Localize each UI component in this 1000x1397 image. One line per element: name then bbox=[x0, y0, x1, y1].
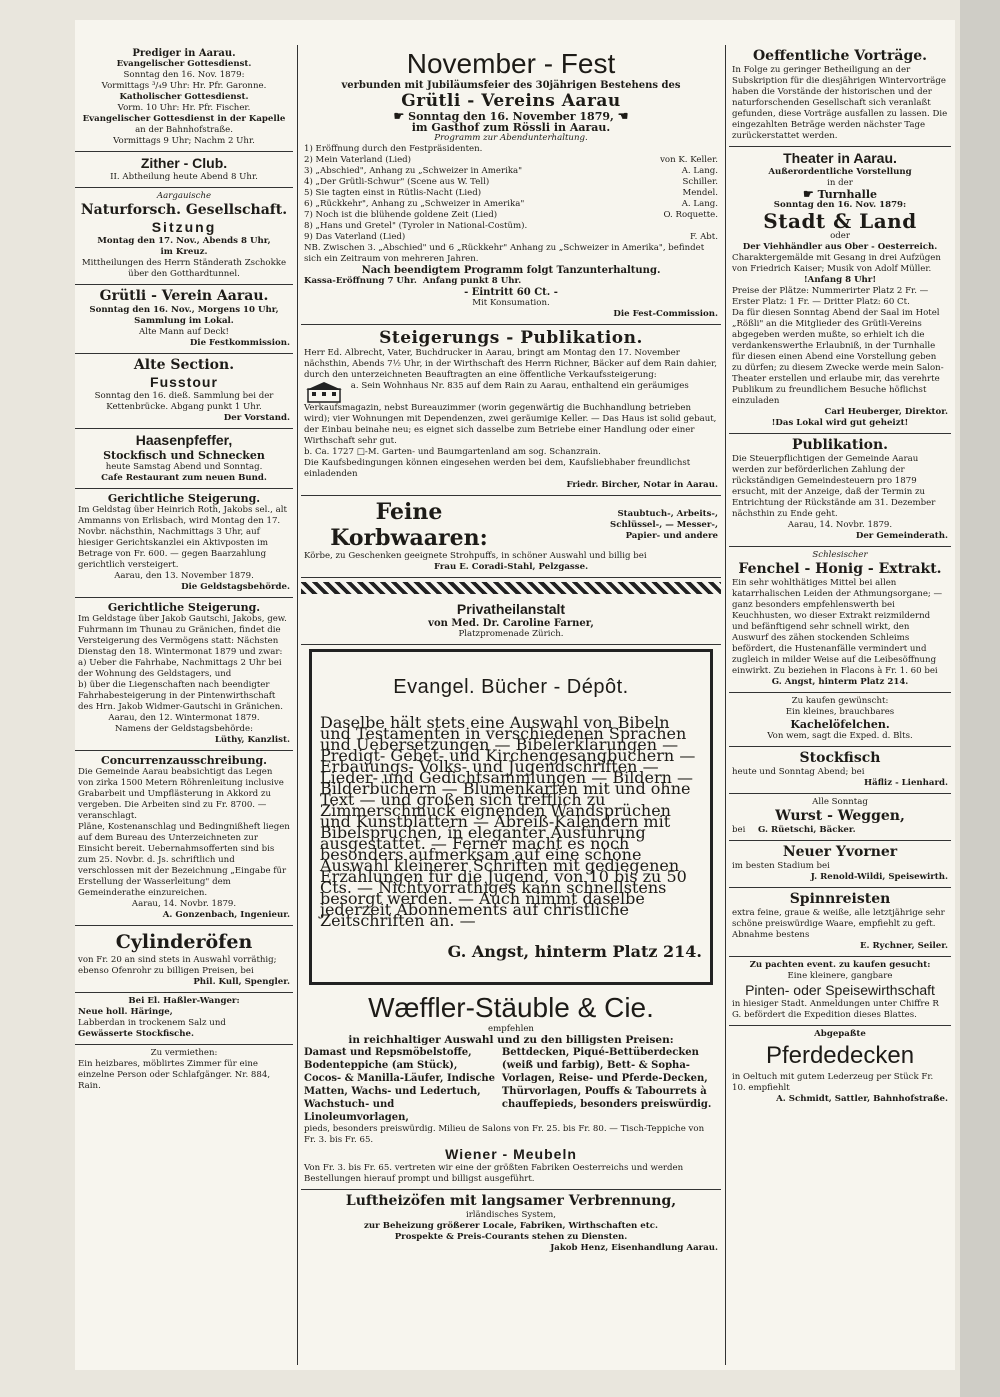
column-right bbox=[729, 45, 951, 1109]
programme-item bbox=[304, 210, 718, 221]
ad-cylinderoefen: Cylinderöfen von Fr. 20 an sind stets in Auswahl vorräthig; ebenso Ofenrohr zu billigen Preisen, bei Phil. Kull, Spengler. bbox=[75, 926, 293, 993]
programme-item-title: 5) Sie tagten einst in Rütlis-Nacht (Lied) bbox=[304, 188, 482, 198]
ad-vortraege: Oeffentliche Vorträge. In Folge zu geringer Betheiligung an der Subskription für die diesjährigen Wintervorträge haben die Vorstände der historischen und der naturforschenden Gesellschaft sich veranlaßt gefunden, diese Vorträge ausfallen zu lassen. Die eingezahlten Beträge werden nächster Tage zurückerstattet werden. bbox=[729, 45, 951, 147]
programme-item bbox=[304, 199, 718, 210]
ad-zu-kaufen: Zu kaufen gewünscht: Ein kleines, brauchbares Kachelöfelchen. Von wem, sagt die Exped. d. Blts. bbox=[729, 693, 951, 747]
programme-item-title: 4) „Der Grütli-Schwur" (Scene aus W. Tell) bbox=[304, 177, 490, 187]
programme-item bbox=[304, 144, 718, 155]
newspaper-page bbox=[75, 20, 955, 1370]
ad-naturforsch: Aargauische Naturforsch. Gesellschaft. Sitzung Montag den 17. Nov., Abends 8 Uhr, im Kreuz. Mittheilungen des Herrn Ständerath Zschokke über den Gotthardtunnel. bbox=[75, 188, 293, 285]
ad-concurrenz: Concurrenzausschreibung. Die Gemeinde Aarau beabsichtigt das Legen von zirka 1500 Metern Röhrenleitung inclusive Grabarbeit und Umpflästerung in Akkord zu vergeben. Die Arbeiten sind zu Fr. 8700. — veranschlagt. Pläne, Kostenanschlag und Bedingnißheft liegen auf dem Bureau des Unterzeichneten zur Einsicht bereit. Uebernahmsofferten sind bis zum 25. Novbr. d. Js. schriftlich und verschlossen mit der Bezeichnung „Eingabe für Erstellung der Wasserleitung" dem Gemeinderathe einzureichen. Aarau, 14. Novbr. 1879. A. Gonzenbach, Ingenieur. bbox=[75, 751, 293, 926]
ad-pinten: Zu pachten event. zu kaufen gesucht: Eine kleinere, gangbare Pinten- oder Speisewirthschaft in hiesiger Stadt. Anmeldungen unter Chiffre R G. befördert die Expedition dieses Blattes. bbox=[729, 957, 951, 1026]
column-middle bbox=[301, 45, 721, 1258]
ad-korbwaaren: Feine Korbwaaren: Staubtuch-, Arbeits-, Schlüssel-, — Messer-, Papier- und andere Körbe, zu Geschenken geeignete Strohpuffs, in schöner Auswahl und billig bei Frau E. Coradi-Stahl, Pelzgasse. bbox=[301, 496, 721, 578]
decorative-border bbox=[301, 582, 721, 594]
ad-yvorner: Neuer Yvorner im besten Stadium bei J. Renold-Wildi, Speisewirth. bbox=[729, 841, 951, 888]
ad-stockfisch: Stockfisch heute und Sonntag Abend; bei Häfliz - Lienhard. bbox=[729, 747, 951, 794]
programme-item-author: von K. Keller. bbox=[660, 155, 718, 165]
column-rule bbox=[725, 45, 726, 1365]
ad-publikation: Publikation. Die Steuerpflichtigen der Gemeinde Aarau werden zur beförderlichen Zahlung der rückständigen Gemeindesteuern pro 1879 ersucht, mit der Anzeige, daß der Termin zu Entrichtung der Rückstände am 31. Dezember nächsthin zu Ende geht. Aarau, 14. Novbr. 1879. Der Gemeinderath. bbox=[729, 434, 951, 547]
programme-item bbox=[304, 166, 718, 177]
programme-item-title: 7) Noch ist die blühende goldene Zeit (Lied) bbox=[304, 210, 498, 220]
ad-hassler: Bei El. Haßler-Wanger: Neue holl. Häringe, Labberdan in trockenem Salz und Gewässerte Stockfische. bbox=[75, 993, 293, 1045]
programme-item-author: F. Abt. bbox=[690, 232, 718, 242]
programme-item-title: 1) Eröffnung durch den Festpräsidenten. bbox=[304, 144, 483, 154]
ad-zither: Zither - Club. II. Abtheilung heute Abend 8 Uhr. bbox=[75, 152, 293, 188]
ad-wurst-weggen: Alle Sonntag Wurst - Weggen, bei G. Rüetschi, Bäcker. bbox=[729, 794, 951, 841]
ad-steigerung-gautschi: Gerichtliche Steigerung. Im Geldstage über Jakob Gautschi, Jakobs, gew. Fuhrmann im Thunau zu Gränichen, findet die Versteigerung des Vermögens statt: Nächsten Dienstag den 18. Wintermonat 1879 und zwar: a) Ueber die Fahrhabe, Nachmittags 2 Uhr bei der Wohnung des Geldstagers, und b) über die Liegenschaften nach beendigter Fahrhabesteigerung in der Pintenwirthschaft des Hrn. Jakob Widmer-Gautschi in Gränichen. Aarau, den 12. Wintermonat 1879. Namens der Geldstagsbehörde: Lüthy, Kanzlist. bbox=[75, 598, 293, 751]
scan-margin bbox=[960, 0, 1000, 1397]
ad-luftheizoefen: Luftheizöfen mit langsamer Verbrennung, irländisches System, zur Beheizung größerer Locale, Fabriken, Wirthschaften etc. Prospekte & Preis-Courants stehen zu Diensten. Jakob Henz, Eisenhandlung Aarau. bbox=[345, 1193, 718, 1253]
house-icon bbox=[304, 381, 344, 403]
programme-item-author: O. Roquette. bbox=[663, 210, 718, 220]
programme-list bbox=[304, 144, 718, 243]
programme-item bbox=[304, 232, 718, 243]
programme-item bbox=[304, 155, 718, 166]
ad-alte-section: Alte Section. Fusstour Sonntag den 16. dieß. Sammlung bei der Kettenbrücke. Abgang punkt 1 Uhr. Der Vorstand. bbox=[75, 354, 293, 429]
ad-vermiethen: Zu vermiethen: Ein heizbares, möblirtes Zimmer für eine einzelne Person oder Schlafgänger. Nr. 884, Rain. bbox=[78, 1048, 271, 1091]
ad-steigerungs-publikation: Steigerungs - Publikation. Herr Ed. Albrecht, Vater, Buchdrucker in Aarau, bringt am Montag den 17. November nächsthin, Abends 7½ Uhr, in der Wirthschaft des Herrn Richner, Bäcker auf dem Rain dahier, durch den unterzeichneten Beauftragten an eine öffentliche Verkaufssteigerung: a. Sein Wohnhaus Nr. 835 auf dem Rain zu Aarau, enthaltend ein geräumiges Verkaufsmagazin, nebst Bureauzimmer (worin gegenwärtig die Buchhandlung betrieben wird); vier Wohnungen mit Dependenzen, zwei geräumige Keller. — Das Haus ist solid gebaut, der Einbau beinahe neu; es eignet sich dasselbe zum Betriebe einer Handlung oder einer Wirthschaft sehr gut. b. Ca. 1727 □-M. Garten- und Baumgartenland am sog. Schanzrain. Die Kaufsbedingungen können eingesehen werden bei dem, Kaufsliebhaber freundlichst einladenden Friedr. Bircher, Notar in Aarau. bbox=[301, 325, 721, 496]
ad-november-fest: November - Fest verbunden mit Jubiläumsfeier des 30jährigen Bestehens des Grütli - Vereins Aarau ☛ Sonntag den 16. November 1879, ☚ im Gasthof zum Rössli in Aarau. Programm zur Abendunterhaltung. 1) Eröffnung durch den Festpräsidenten. 2) Mein Vaterland (Lied) von K. Keller. 3) „Abschied", Anhang zu „Schweizer in Amerika" A. Lang. 4) „Der Grütli-Schwur" (Scene aus W. Tell) Schiller. 5) Sie tagten einst in Rütlis-Nacht (Lied) Mendel. 6) „Rückkehr", Anhang zu „Schweizer in Amerika" A. Lang. 7) Noch ist die blühende goldene Zeit (Lied) O. Roquette. 8) „Hans und Gretel" (Tyroler in National-Costüm). 9) Das Vaterland (Lied) F. Abt. NB. Zwischen 3. „Abschied" und 6 „Rückkehr" Anhang zu „Schweizer in Amerika", befindet sich ein Zeitraum von mehreren Jahren. Nach beendigtem Programm folgt Tanzunterhaltung. Kassa-Eröffnung 7 Uhr. Anfang punkt 8 Uhr. - Eintritt 60 Ct. - Mit Konsumation. Die Fest-Commission. bbox=[301, 45, 721, 325]
pointing-hand-icon: ☛ bbox=[393, 109, 405, 123]
programme-item-author: Mendel. bbox=[682, 188, 718, 198]
ad-haasenpfeffer: Haasenpfeffer, Stockfisch und Schnecken heute Samstag Abend und Sonntag. Cafe Restaurant zum neuen Bund. bbox=[75, 429, 293, 489]
programme-item-author: Schiller. bbox=[682, 177, 718, 187]
ad-prediger: Prediger in Aarau. Evangelischer Gottesdienst. Sonntag den 16. Nov. 1879: Vormittags ³/₄9 Uhr: Hr. Pfr. Garonne. Katholischer Gottesdienst. Vorm. 10 Uhr: Hr. Pfr. Fischer. Evangelischer Gottesdienst in der Kapelle an der Bahnhofstraße. Vormittags 9 Uhr; Nachm 2 Uhr. bbox=[75, 45, 293, 152]
column-left bbox=[75, 45, 293, 1096]
programme-item-title: 9) Das Vaterland (Lied) bbox=[304, 232, 406, 242]
ad-steigerung-roth: Gerichtliche Steigerung. Im Geldstag über Heinrich Roth, Jakobs sel., alt Ammanns von Erlisbach, wird Montag den 17. Novbr. nächsthin, Nachmittags 3 Uhr, auf hiesiger Gerichtskanzlei ein Aktivposten im Betrage von Fr. 600. — gegen Baarzahlung gerichtlich versteigert. Aarau, den 13. November 1879. Die Geldstagsbehörde. bbox=[75, 489, 293, 598]
pointing-hand-icon: ☚ bbox=[617, 109, 629, 123]
programme-item bbox=[304, 188, 718, 199]
programme-item bbox=[304, 221, 718, 232]
ad-pferdedecken: Abgepaßte Pferdedecken in Oeltuch mit gutem Lederzeug per Stück Fr. 10. empfiehlt A. Schmidt, Sattler, Bahnhofstraße. bbox=[732, 1029, 948, 1104]
programme-item bbox=[304, 177, 718, 188]
ad-waeffler: Wæffler-Stäuble & Cie. empfehlen in reichhaltiger Auswahl und zu den billigsten Preisen: Damast und Repsmöbelstoffe, Bodenteppiche (am Stück), Cocos- & Manilla-Läufer, Indische Matten, Wachs- und Ledertuch, Wachstuch- und Linoleumvorlagen, Bettdecken, Piqué-Bettüberdecken (weiß und farbig), Bett- & Sopha-Vorlagen, Reise- und Pferde-Decken, Thürvorlagen, Pouffs & Tabourrets à chauffepieds, besonders preiswürdig. pieds, besonders preiswürdig. Milieu de Salons von Fr. 25. bis Fr. 80. — Tisch-Teppiche von Fr. 3. bis Fr. 65. Wiener - Meubeln Von Fr. 3. bis Fr. 65. vertreten wir eine der größten Fabriken Oesterreichs und werden Bestellungen hierauf prompt und billigst ausgeführt. bbox=[301, 989, 721, 1190]
ad-theater: Theater in Aarau. Außerordentliche Vorstellung in der ☛ Turnhalle Sonntag den 16. Nov. 1879: Stadt & Land oder Der Viehhändler aus Ober - Oesterreich. Charaktergemälde mit Gesang in drei Aufzügen von Friedrich Kaiser; Musik von Adolf Müller. !Anfang 8 Uhr! Preise der Plätze: Nummerirter Platz 2 Fr. — Erster Platz: 1 Fr. — Dritter Platz: 60 Ct. Da für diesen Sonntag Abend der Saal im Hotel „Rößli" an die Mitglieder des Grütli-Vereins abgegeben werden mußte, so erhielt ich die verdankenswerthe Erlaubniß, in der Turnhalle für diesen einen Abend eine Vorstellung geben zu dürfen; zu diesem Zwecke werde mein Salon-Theater erstellen und erlaube mir, das verehrte Publikum zu freundlichem Besuche höflichst einzuladen Carl Heuberger, Direktor. !Das Lokal wird gut geheizt! bbox=[729, 147, 951, 434]
column-rule bbox=[297, 45, 298, 1365]
ad-privatheilanstalt: Privatheilanstalt von Med. Dr. Caroline Farner, Platzpromenade Zürich. bbox=[301, 598, 721, 645]
ad-spinnreisten: Spinnreisten extra feine, graue & weiße, alle letztjährige sehr schöne preiswürdige Waare, empfiehlt zu geft. Abnahme bestens E. Rychner, Seiler. bbox=[729, 888, 951, 957]
programme-item-author: A. Lang. bbox=[681, 166, 718, 176]
programme-item-title: 8) „Hans und Gretel" (Tyroler in National-Costüm). bbox=[304, 221, 528, 231]
programme-item-author: A. Lang. bbox=[681, 199, 718, 209]
programme-item-title: 3) „Abschied", Anhang zu „Schweizer in Amerika" bbox=[304, 166, 523, 176]
pointing-hand-icon: ☛ bbox=[802, 187, 814, 201]
ad-fenchel: Schlesischer Fenchel - Honig - Extrakt. Ein sehr wohlthätiges Mittel bei allen katarrhalischen Leiden der Athmungsorgane; — ganz besonders empfehlenswerth bei Keuchhusten, wo dieser Extrakt reizmildernd und befänftigend sehr schnell wirkt, den Auswurf des zähen stockenden Schleims befördert, die Hustenanfälle vermindert und zugleich in milder Weise auf die Leibesöffnung einwirkt. Zu beziehen in Flacons à Fr. 1. 60 bei G. Angst, hinterm Platz 214. bbox=[729, 547, 951, 693]
programme-item-title: 2) Mein Vaterland (Lied) bbox=[304, 155, 412, 165]
programme-item-title: 6) „Rückkehr", Anhang zu „Schweizer in Amerika" bbox=[304, 199, 525, 209]
ad-gruetli: Grütli - Verein Aarau. Sonntag den 16. Nov., Morgens 10 Uhr, Sammlung im Lokal. Alte Mann auf Deck! Die Festkommission. bbox=[75, 285, 293, 354]
ad-buecher-depot: Evangel. Bücher - Dépôt. Daselbe hält stets eine Auswahl von Bibeln und Testamenten in verschiedenen Sprachen und Uebersetzungen — Bibelerklärungen — Predigt- Gebet- und Kirchengesangbüchern — Erbauungs- Volks- und Jugendschriften — Lieder- und Gedichtsammlungen — Bildern — Bilderbüchern — Blumenkarten mit und ohne Text — und großen sich trefflich zu Zimmerschmuck eignenden Wandsprüchen und Kunstblättern — Abreiß-Kalendern mit Bibelsprüchen, in eleganter Ausführung ausgestattet. — Ferner macht es noch besonders aufmerksam auf eine schöne Auswahl kleinerer Schriften mit gediegenen Erzählungen für die Jugend, von 10 bis zu 50 Cts. — Nichtvorräthiges kann schnellstens besorgt werden. — Auch nimmt daselbe jederzeit Abonnements auf christliche Zeitschriften an. — G. Angst, hinterm Platz 214. bbox=[309, 649, 713, 985]
